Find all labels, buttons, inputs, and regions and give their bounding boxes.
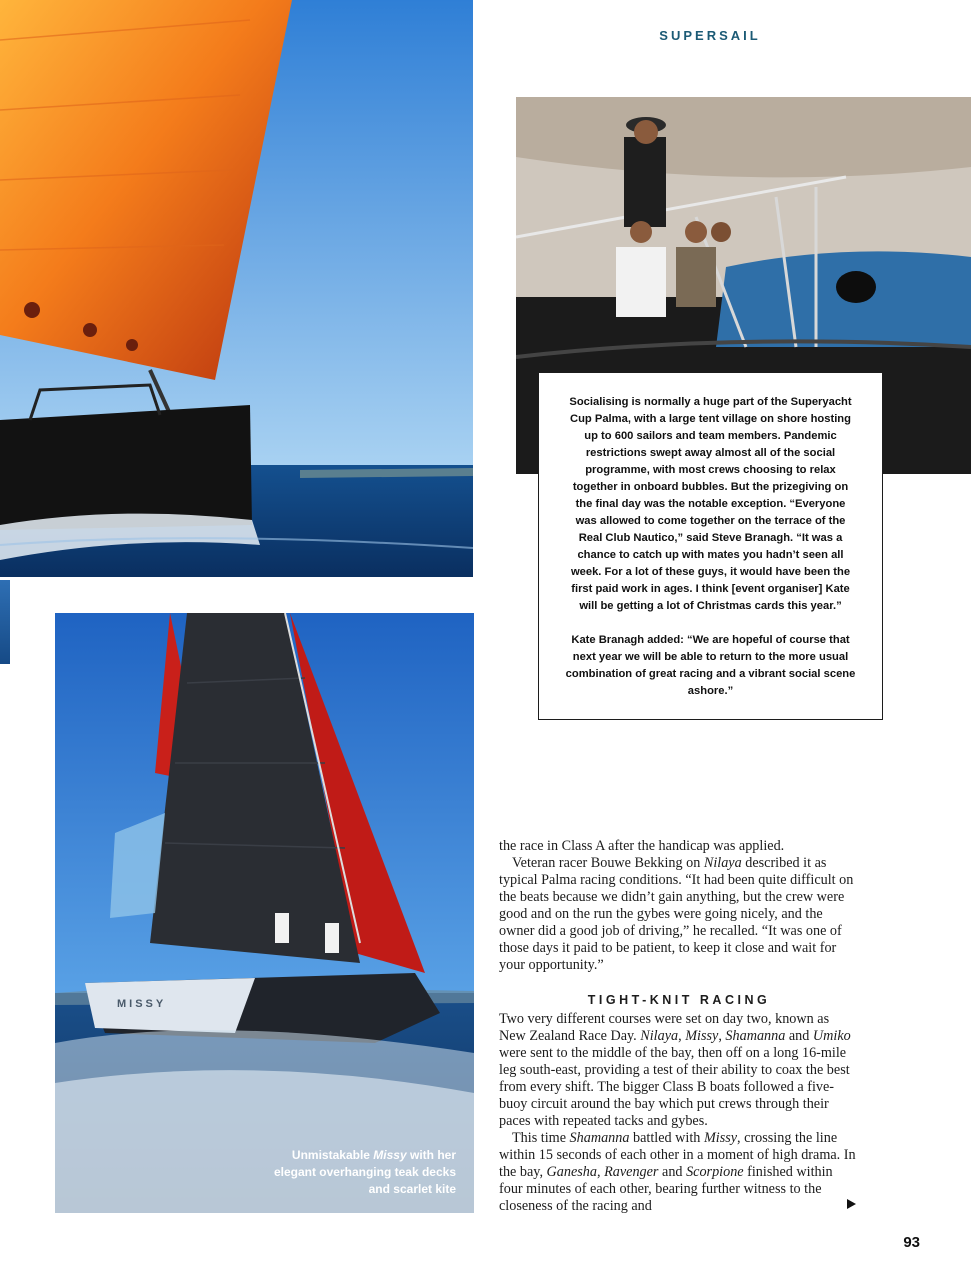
photo-caption: Unmistakable Missy with her elegant overhanging teak decks and scarlet kite — [273, 1148, 456, 1196]
sidebar-box — [538, 372, 883, 720]
missy-yacht-photo — [55, 613, 474, 1213]
orange-spinnaker-yacht-photo — [0, 0, 473, 577]
sidebar-paragraph: Kate Branagh added: “We are hopeful of course that next year we will be able to return to the more usual combination of great racing and a vibrant social scene ashore.” — [565, 634, 856, 697]
body-paragraph: the race in Class A after the handicap was applied. — [499, 838, 785, 854]
body-paragraph: This time Shamanna battled with Missy, crossing the line within 15 seconds of each other in a moment of high drama. In the bay, Ganesha, Ravenger and Scorpione finished within four minutes of each other, bearing further witness to the closeness of the racing and — [499, 1130, 856, 1214]
body-paragraph: Veteran racer Bouwe Bekking on Nilaya described it as typical Palma racing conditions. “It had been quite difficult on the beats because we didn’t gain anything, but the crew were good and on the run the gybes were going nicely, and the owner did a good job of driving,” he recalled. “It was one of those days it paid to be patient, to keep it close and wait for your opportunity.” — [499, 855, 854, 973]
continue-arrow-icon — [847, 1199, 856, 1209]
yacht-name: Missy — [373, 1148, 407, 1162]
hull-name: MISSY — [117, 998, 167, 1010]
sidebar-paragraph: Socialising is normally a huge part of the Superyacht Cup Palma, with a large tent village on shore hosting up to 600 sailors and team members. Pandemic restrictions swept away almost all of the social programme, with most crews choosing to relax together in onboard bubbles. But the prizegiving on the final day was the notable exception. “Everyone was allowed to come together on the terrace of the Real Club Nautico,” said Steve Branagh. “It was a chance to catch up with mates you hadn’t seen all week. For a lot of these guys, it would have been the first paid work in ages. I think [event organiser] Kate will be getting a lot of Christmas cards this year.” — [569, 396, 852, 612]
body-paragraph: Two very different courses were set on day two, known as New Zealand Race Day. Nilaya, Missy, Shamanna and Umiko were sent to the middle of the bay, then off on a long 16-mile leg south-east, providing a test of their ability to coax the best from every shift. The bigger Class B boats followed a five-buoy circuit around the bay which put crews through their paces with repeated tacks and gybes. — [499, 1011, 851, 1129]
edge-photo-strip — [0, 580, 10, 664]
section-label: SUPERSAIL — [659, 28, 761, 43]
section-subhead: TIGHT-KNIT RACING — [587, 993, 771, 1007]
article-body — [499, 838, 859, 1215]
page-number: 93 — [903, 1234, 920, 1251]
